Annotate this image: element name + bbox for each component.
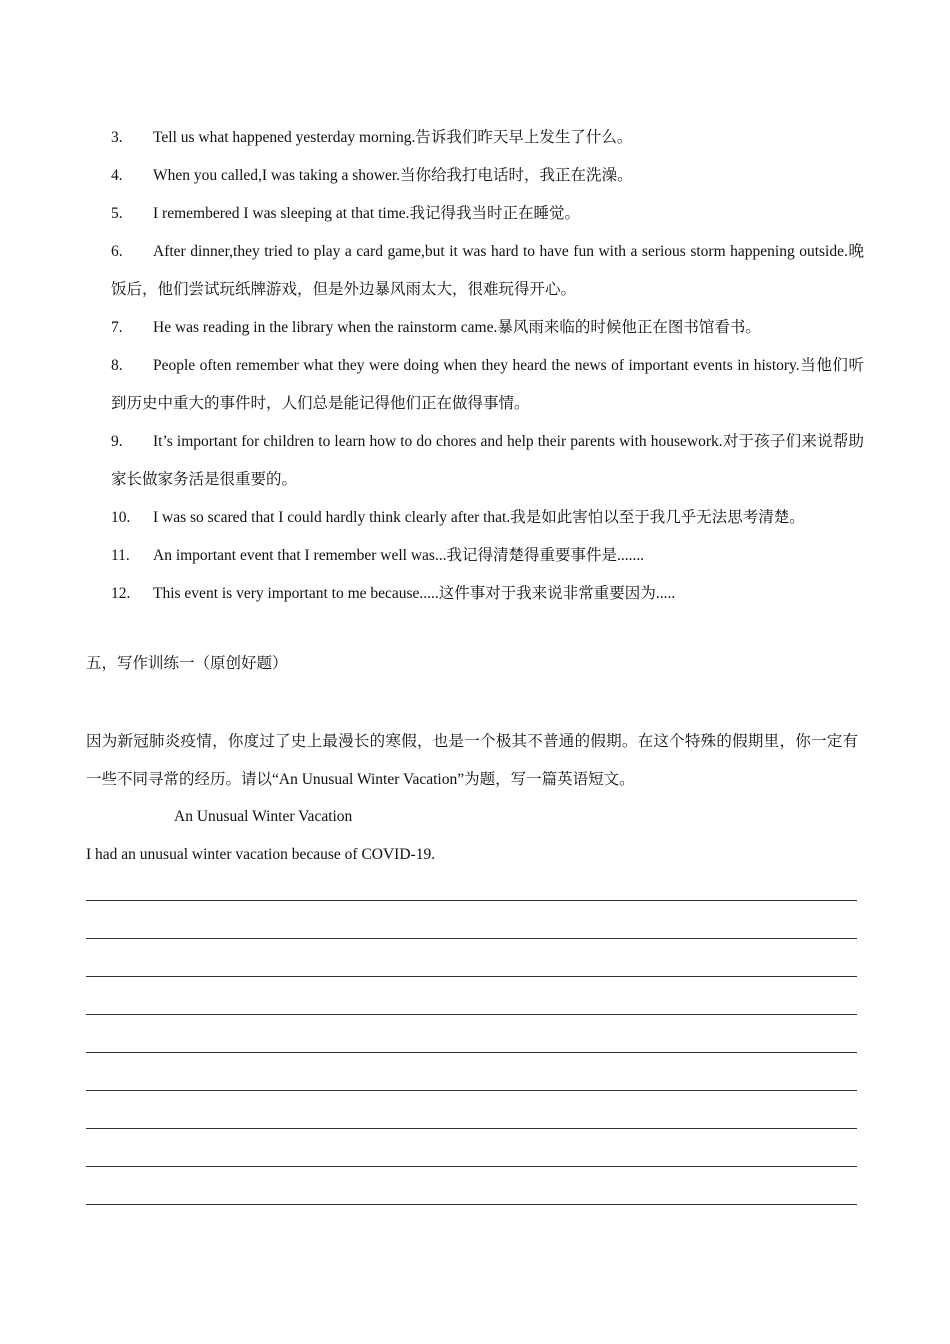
sentence-text: After dinner,they tried to play a card game,but it was hard to have fun with a serious storm happening outside.晚饭后，他们尝试玩纸牌游戏，但是外边暴风雨太大，很难玩得开心。 bbox=[111, 243, 864, 298]
essay-opening-sentence: I had an unusual winter vacation because of COVID-19. bbox=[86, 846, 436, 863]
sentence-list bbox=[111, 119, 864, 613]
sentence-text: People often remember what they were doing when they heard the news of important events in history.当他们听到历史中重大的事件时，人们总是能记得他们正在做得事情。 bbox=[111, 357, 864, 412]
sentence-item-8 bbox=[111, 347, 864, 423]
sentence-number: 3. bbox=[111, 129, 123, 146]
sentence-number: 11. bbox=[111, 547, 130, 564]
sentence-number: 4. bbox=[111, 167, 123, 184]
writing-line[interactable] bbox=[86, 1166, 857, 1167]
writing-line[interactable] bbox=[86, 1090, 857, 1091]
section-heading: 五，写作训练一（原创好题） bbox=[86, 655, 288, 672]
sentence-number: 5. bbox=[111, 205, 123, 222]
sentence-item-12 bbox=[111, 575, 864, 613]
writing-line[interactable] bbox=[86, 1204, 857, 1205]
sentence-item-6 bbox=[111, 233, 864, 309]
writing-prompt: 因为新冠肺炎疫情，你度过了史上最漫长的寒假，也是一个极其不普通的假期。在这个特殊的假期里，你一定有一些不同寻常的经历。请以“An Unusual Winter Vacation”为题，写一篇英语短文。 bbox=[86, 733, 858, 788]
writing-line[interactable] bbox=[86, 1052, 857, 1053]
essay-title: An Unusual Winter Vacation bbox=[174, 808, 353, 825]
writing-line[interactable] bbox=[86, 976, 857, 977]
sentence-item-10 bbox=[111, 499, 864, 537]
sentence-text: He was reading in the library when the rainstorm came.暴风雨来临的时候他正在图书馆看书。 bbox=[153, 319, 761, 336]
sentence-number: 6. bbox=[111, 243, 123, 260]
sentence-number: 10. bbox=[111, 509, 131, 526]
sentence-text: Tell us what happened yesterday morning.告诉我们昨天早上发生了什么。 bbox=[153, 129, 633, 146]
writing-line[interactable] bbox=[86, 900, 857, 901]
sentence-number: 9. bbox=[111, 433, 123, 450]
sentence-text: This event is very important to me because.....这件事对于我来说非常重要因为..... bbox=[153, 585, 676, 602]
sentence-number: 7. bbox=[111, 319, 123, 336]
writing-line[interactable] bbox=[86, 938, 857, 939]
sentence-number: 12. bbox=[111, 585, 131, 602]
sentence-text: It’s important for children to learn how to do chores and help their parents with housework.对于孩子们来说帮助家长做家务活是很重要的。 bbox=[111, 433, 864, 488]
sentence-number: 8. bbox=[111, 357, 123, 374]
sentence-text: I remembered I was sleeping at that time.我记得我当时正在睡觉。 bbox=[153, 205, 581, 222]
writing-line[interactable] bbox=[86, 1014, 857, 1015]
sentence-item-9 bbox=[111, 423, 864, 499]
sentence-item-4 bbox=[111, 157, 864, 195]
sentence-item-11 bbox=[111, 537, 864, 575]
sentence-item-3 bbox=[111, 119, 864, 157]
sentence-text: When you called,I was taking a shower.当你给我打电话时，我正在洗澡。 bbox=[153, 167, 633, 184]
sentence-item-7 bbox=[111, 309, 864, 347]
sentence-text: I was so scared that I could hardly think clearly after that.我是如此害怕以至于我几乎无法思考清楚。 bbox=[153, 509, 805, 526]
sentence-item-5 bbox=[111, 195, 864, 233]
writing-line[interactable] bbox=[86, 1128, 857, 1129]
sentence-text: An important event that I remember well was...我记得清楚得重要事件是....... bbox=[153, 547, 645, 564]
